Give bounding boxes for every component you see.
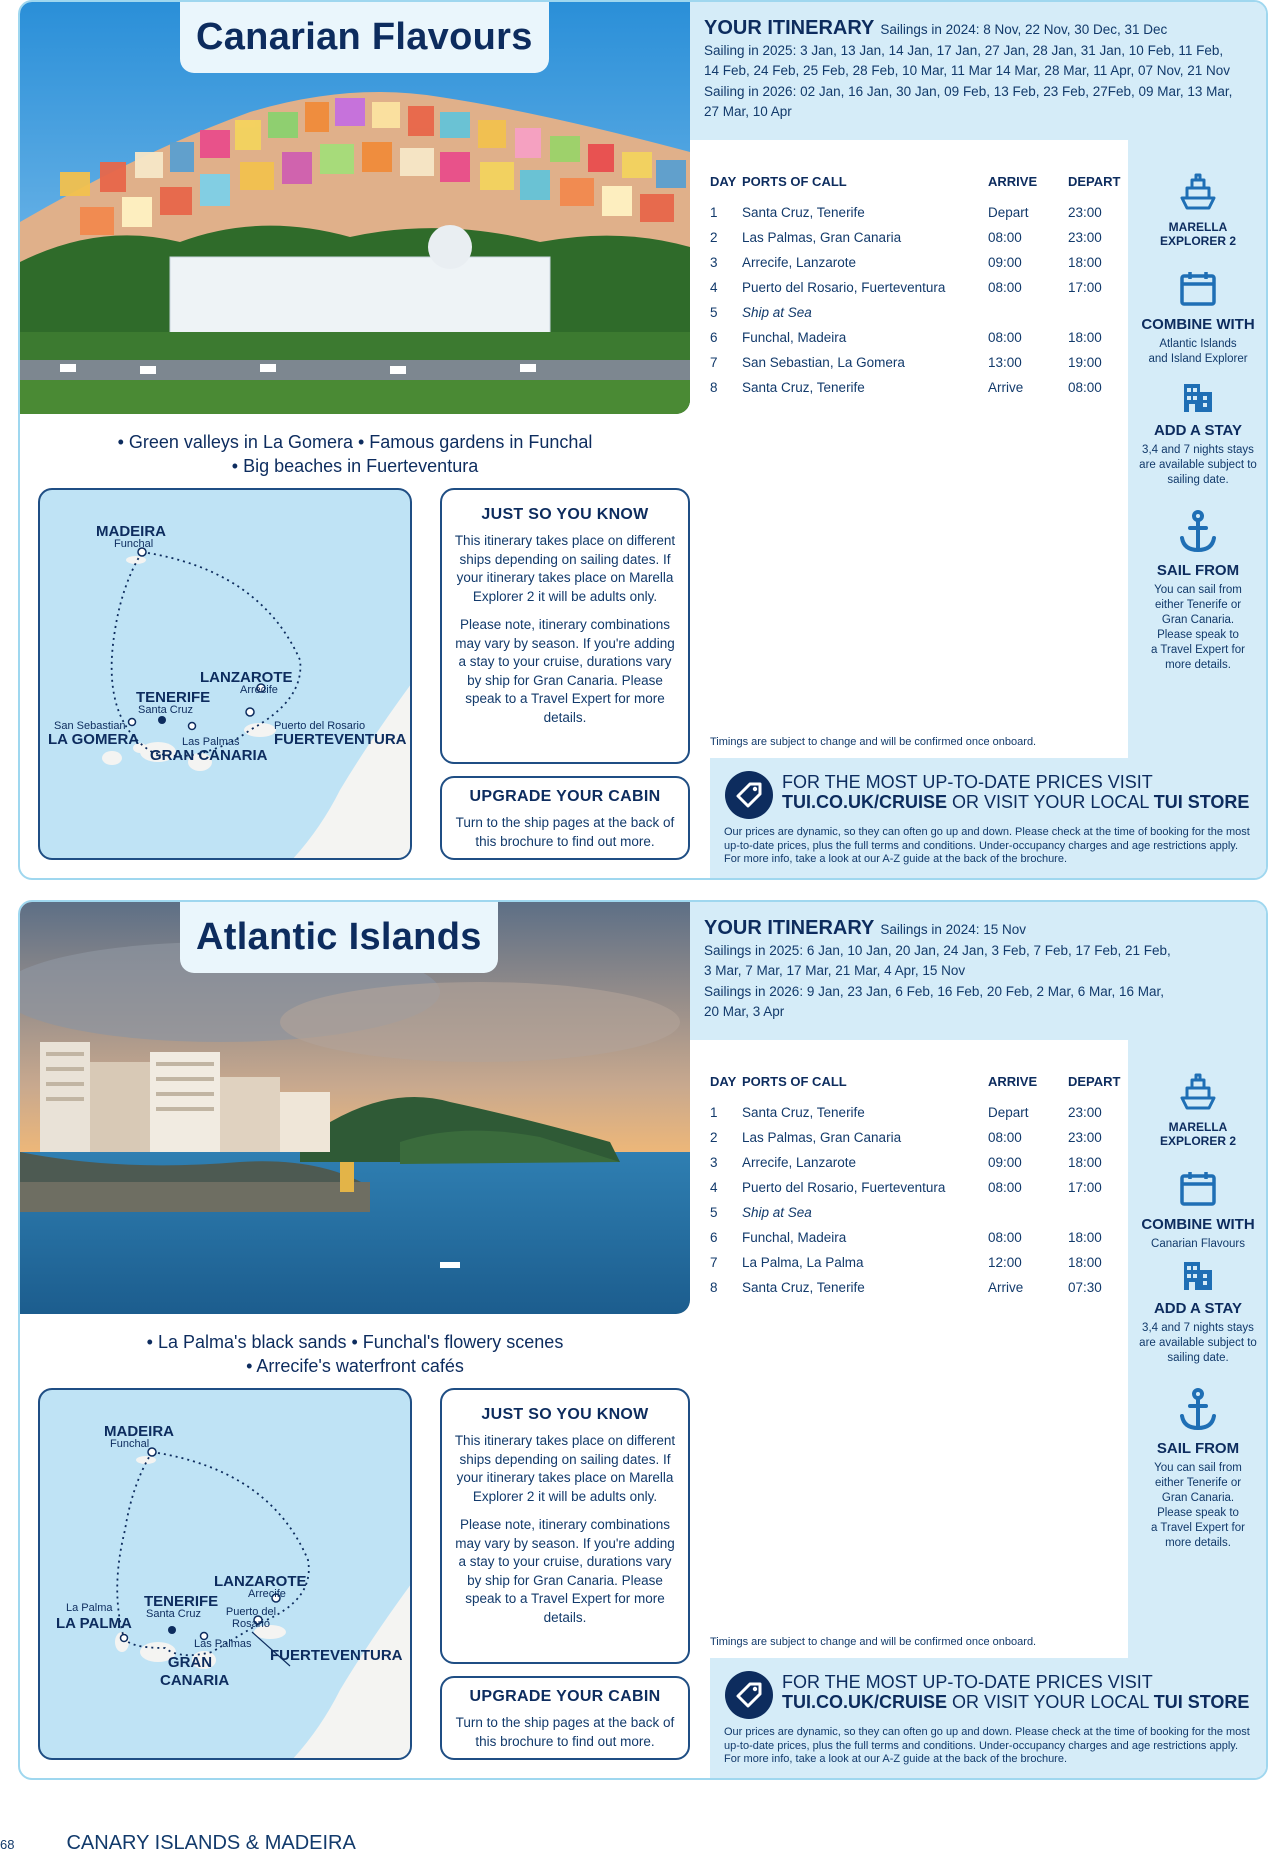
prices-line1: FOR THE MOST UP-TO-DATE PRICES VISIT bbox=[782, 1672, 1153, 1692]
cell-arrive: 08:00 bbox=[988, 1230, 1022, 1245]
header-day: DAY bbox=[710, 174, 737, 189]
cruise-title: Canarian Flavours bbox=[180, 2, 549, 73]
prices-mid: OR VISIT YOUR LOCAL bbox=[947, 792, 1154, 812]
map-label-funchal: Funchal bbox=[114, 538, 154, 550]
table-row bbox=[710, 200, 1130, 225]
stay-title: ADD A STAY bbox=[1153, 422, 1243, 439]
table-row bbox=[710, 1225, 1130, 1250]
map-label-arrecife: Arrecife bbox=[248, 1588, 286, 1600]
combine-line: Canarian Flavours bbox=[1151, 1238, 1245, 1250]
jsyk-paragraph: This itinerary takes place on different ships depending on sailing dates. If your itinerary takes place on Marella Explorer 2 it will be adults only. bbox=[454, 1433, 676, 1504]
cell-arrive: 09:00 bbox=[988, 255, 1022, 270]
sailings-line: 20 Mar, 3 Apr bbox=[704, 1004, 785, 1019]
stay-title: ADD A STAY bbox=[1153, 1300, 1243, 1317]
cell-day: 2 bbox=[710, 1130, 718, 1145]
stay-line: sailing date. bbox=[1167, 474, 1229, 486]
ports-table bbox=[710, 1074, 1130, 1300]
map-label-arrecife: Arrecife bbox=[240, 684, 278, 696]
cruise-card-canarian-flavours bbox=[18, 0, 1268, 880]
cruise-title: Atlantic Islands bbox=[180, 902, 498, 973]
cell-day: 1 bbox=[710, 1105, 718, 1120]
cell-port: Puerto del Rosario, Fuerteventura bbox=[742, 280, 946, 295]
itinerary-header bbox=[690, 902, 1268, 1040]
sailings-line bbox=[704, 18, 1254, 41]
cell-day: 4 bbox=[710, 1180, 718, 1195]
hotel-icon bbox=[1178, 376, 1218, 416]
sail-text bbox=[1128, 583, 1268, 673]
cell-depart: 18:00 bbox=[1068, 1230, 1102, 1245]
table-row bbox=[710, 1275, 1130, 1300]
cell-depart: 17:00 bbox=[1068, 280, 1102, 295]
section-title: CANARY ISLANDS & MADEIRA bbox=[66, 1832, 356, 1854]
sail-line: either Tenerife or bbox=[1154, 599, 1242, 611]
combine-line: and Island Explorer bbox=[1148, 353, 1248, 365]
ship-name: EXPLORER 2 bbox=[1159, 1134, 1237, 1148]
sidebar-combine bbox=[1128, 268, 1268, 367]
page-footer bbox=[0, 1832, 356, 1855]
map-label-santa-cruz: Santa Cruz bbox=[138, 704, 194, 716]
calendar-icon bbox=[1177, 268, 1219, 310]
prices-banner bbox=[710, 758, 1268, 880]
map-label-lanzarote: LANZAROTE bbox=[214, 1573, 307, 1590]
combine-title: COMBINE WITH bbox=[1141, 1216, 1255, 1233]
cell-depart: 23:00 bbox=[1068, 205, 1102, 220]
itinerary-label: YOUR ITINERARY bbox=[704, 917, 875, 939]
prices-banner bbox=[710, 1658, 1268, 1780]
cell-arrive: 08:00 bbox=[988, 230, 1022, 245]
combine-title: COMBINE WITH bbox=[1141, 316, 1255, 333]
table-row bbox=[710, 350, 1130, 375]
ship-name: MARELLA bbox=[1168, 220, 1228, 234]
cell-day: 5 bbox=[710, 1205, 718, 1220]
cell-port: Ship at Sea bbox=[742, 305, 812, 320]
map-label-tenerife: TENERIFE bbox=[144, 1593, 219, 1610]
cell-arrive: Arrive bbox=[988, 1280, 1024, 1295]
upgrade-text: Turn to the ship pages at the back of this brochure to find out more. bbox=[455, 815, 675, 849]
combine-text bbox=[1128, 1237, 1268, 1252]
upgrade-title: UPGRADE YOUR CABIN bbox=[469, 788, 661, 805]
sail-line: a Travel Expert for bbox=[1151, 1522, 1245, 1534]
ports-table-header bbox=[710, 1074, 1130, 1100]
map-label-gran-canaria: GRAN CANARIA bbox=[150, 747, 268, 764]
cell-port: Santa Cruz, Tenerife bbox=[742, 1105, 865, 1120]
cell-depart: 18:00 bbox=[1068, 1255, 1102, 1270]
sidebar-sail-from bbox=[1128, 508, 1268, 673]
page-number: 68 bbox=[0, 1837, 15, 1852]
sailings-text: Sailings in 2024: 15 Nov bbox=[880, 922, 1026, 937]
cell-port: Santa Cruz, Tenerife bbox=[742, 205, 865, 220]
cell-depart: 07:30 bbox=[1068, 1280, 1102, 1295]
jsyk-title: JUST SO YOU KNOW bbox=[481, 506, 649, 523]
cell-port: Funchal, Madeira bbox=[742, 330, 847, 345]
table-row bbox=[710, 300, 1130, 325]
map-label-west-port: San Sebastian bbox=[54, 720, 126, 732]
cell-day: 7 bbox=[710, 355, 718, 370]
sailings-line: 27 Mar, 10 Apr bbox=[704, 104, 792, 119]
sail-line: either Tenerife or bbox=[1154, 1477, 1242, 1489]
sailings-line: Sailings in 2026: 9 Jan, 23 Jan, 6 Feb, 16 Feb, 20 Feb, 2 Mar, 6 Mar, 16 Mar, bbox=[704, 983, 1165, 999]
cell-port: Arrecife, Lanzarote bbox=[742, 1155, 857, 1170]
cell-port: Funchal, Madeira bbox=[742, 1230, 847, 1245]
map-label-fuerteventura: FUERTEVENTURA bbox=[274, 731, 407, 748]
stay-line: sailing date. bbox=[1167, 1352, 1229, 1364]
ship-icon bbox=[1176, 170, 1220, 214]
cell-arrive: 08:00 bbox=[988, 1180, 1022, 1195]
cell-port: La Palma, La Palma bbox=[742, 1255, 864, 1270]
ship-name: EXPLORER 2 bbox=[1159, 234, 1237, 248]
table-row bbox=[710, 325, 1130, 350]
sail-line: a Travel Expert for bbox=[1151, 644, 1245, 656]
sail-title: SAIL FROM bbox=[1156, 1440, 1240, 1457]
just-so-you-know-box bbox=[440, 1388, 690, 1664]
map-label-west-island: LA PALMA bbox=[56, 1615, 132, 1632]
itinerary-header bbox=[690, 2, 1268, 140]
sailings-line: Sailings in 2025: 6 Jan, 10 Jan, 20 Jan, 24 Jan, 3 Feb, 7 Feb, 17 Feb, 21 Feb, bbox=[704, 942, 1171, 958]
info-sidebar bbox=[1128, 140, 1268, 758]
highlight-line: • Arrecife's waterfront cafés bbox=[246, 1356, 464, 1376]
map-label-madeira: MADEIRA bbox=[96, 523, 166, 540]
highlight-line: • Green valleys in La Gomera • Famous gardens in Funchal bbox=[117, 432, 593, 452]
cell-arrive: Arrive bbox=[988, 380, 1024, 395]
cell-arrive: 08:00 bbox=[988, 1130, 1022, 1145]
calendar-icon bbox=[1177, 1168, 1219, 1210]
cell-day: 6 bbox=[710, 330, 718, 345]
map-label-puerto: Puerto del Rosario bbox=[225, 1606, 277, 1630]
header-depart: DEPART bbox=[1068, 1074, 1121, 1089]
cell-depart: 23:00 bbox=[1068, 1130, 1102, 1145]
stay-line: 3,4 and 7 nights stays bbox=[1142, 444, 1254, 456]
sail-line: more details. bbox=[1165, 659, 1231, 671]
cell-arrive: 13:00 bbox=[988, 355, 1022, 370]
cell-day: 4 bbox=[710, 280, 718, 295]
table-row bbox=[710, 1200, 1130, 1225]
prices-site-link[interactable]: TUI.CO.UK/CRUISE bbox=[782, 1692, 948, 1712]
prices-line1: FOR THE MOST UP-TO-DATE PRICES VISIT bbox=[782, 772, 1153, 792]
combine-line: Atlantic Islands bbox=[1159, 338, 1237, 350]
prices-mid: OR VISIT YOUR LOCAL bbox=[947, 1692, 1154, 1712]
sail-line: You can sail from bbox=[1154, 1462, 1242, 1474]
map-label-las-palmas: Las Palmas bbox=[182, 736, 240, 748]
cell-day: 5 bbox=[710, 305, 718, 320]
cell-depart: 23:00 bbox=[1068, 1105, 1102, 1120]
upgrade-cabin-box bbox=[440, 1676, 690, 1760]
ports-table bbox=[710, 174, 1130, 400]
sidebar-combine bbox=[1128, 1168, 1268, 1252]
cell-port: Las Palmas, Gran Canaria bbox=[742, 1130, 902, 1145]
map-label-lanzarote: LANZAROTE bbox=[200, 669, 293, 686]
cell-arrive: 08:00 bbox=[988, 330, 1022, 345]
prices-small-print: Our prices are dynamic, so they can often go up and down. Please check at the time of booking for the most up-to-date prices, plus the full terms and conditions. Under-occupancy charges and age restrictions apply. For more info, take a look at our A-Z guide at the back of the brochure. bbox=[724, 1726, 1250, 1765]
table-row bbox=[710, 250, 1130, 275]
sail-line: more details. bbox=[1165, 1537, 1231, 1549]
upgrade-text: Turn to the ship pages at the back of this brochure to find out more. bbox=[455, 1715, 675, 1749]
stay-text bbox=[1128, 1321, 1268, 1366]
map-label-funchal: Funchal bbox=[110, 1438, 150, 1450]
cell-depart: 17:00 bbox=[1068, 1180, 1102, 1195]
prices-store: TUI STORE bbox=[1153, 792, 1250, 812]
sail-line: Gran Canaria. bbox=[1161, 614, 1235, 626]
sail-line: Please speak to bbox=[1157, 1507, 1239, 1519]
table-row bbox=[710, 275, 1130, 300]
header-ports: PORTS OF CALL bbox=[742, 1074, 847, 1089]
sailings-line: Sailing in 2025: 3 Jan, 13 Jan, 14 Jan, 17 Jan, 27 Jan, 28 Jan, 31 Jan, 10 Feb, 11 Feb, bbox=[704, 42, 1224, 58]
sidebar-ship bbox=[1128, 1070, 1268, 1148]
map-label-west-port: La Palma bbox=[66, 1602, 113, 1614]
cell-day: 7 bbox=[710, 1255, 718, 1270]
header-day: DAY bbox=[710, 1074, 737, 1089]
price-tag-icon bbox=[724, 770, 774, 820]
cell-port: Las Palmas, Gran Canaria bbox=[742, 230, 902, 245]
sidebar-sail-from bbox=[1128, 1386, 1268, 1551]
prices-headline bbox=[782, 772, 1249, 812]
sail-line: Gran Canaria. bbox=[1161, 1492, 1235, 1504]
cell-depart: 08:00 bbox=[1068, 380, 1102, 395]
cell-day: 8 bbox=[710, 1280, 718, 1295]
stay-line: are available subject to bbox=[1139, 459, 1257, 471]
just-so-you-know-box bbox=[440, 488, 690, 764]
table-row bbox=[710, 1150, 1130, 1175]
cell-port: Santa Cruz, Tenerife bbox=[742, 1280, 865, 1295]
prices-line2 bbox=[782, 792, 1249, 812]
cell-port: Ship at Sea bbox=[742, 1205, 812, 1220]
info-sidebar bbox=[1128, 1040, 1268, 1658]
cell-arrive: Depart bbox=[988, 205, 1029, 220]
price-tag-icon bbox=[724, 1670, 774, 1720]
highlights bbox=[20, 1330, 690, 1378]
stay-line: 3,4 and 7 nights stays bbox=[1142, 1322, 1254, 1334]
sail-title: SAIL FROM bbox=[1156, 562, 1240, 579]
table-row bbox=[710, 225, 1130, 250]
cell-depart: 18:00 bbox=[1068, 330, 1102, 345]
anchor-icon bbox=[1174, 1386, 1222, 1434]
sail-text bbox=[1128, 1461, 1268, 1551]
table-row bbox=[710, 1250, 1130, 1275]
map-label-tenerife: TENERIFE bbox=[136, 689, 211, 706]
cell-day: 8 bbox=[710, 380, 718, 395]
prices-store: TUI STORE bbox=[1153, 1692, 1250, 1712]
sail-line: Please speak to bbox=[1157, 629, 1239, 641]
table-row bbox=[710, 1175, 1130, 1200]
itinerary-label: YOUR ITINERARY bbox=[704, 17, 875, 39]
header-depart: DEPART bbox=[1068, 174, 1121, 189]
table-row bbox=[710, 1125, 1130, 1150]
cell-arrive: Depart bbox=[988, 1105, 1029, 1120]
cell-depart: 18:00 bbox=[1068, 255, 1102, 270]
ship-icon bbox=[1176, 1070, 1220, 1114]
prices-line2 bbox=[782, 1692, 1249, 1712]
jsyk-paragraph: This itinerary takes place on different ships depending on sailing dates. If your itinerary takes place on Marella Explorer 2 it will be adults only. bbox=[454, 533, 676, 604]
prices-small-print: Our prices are dynamic, so they can often go up and down. Please check at the time of booking for the most up-to-date prices, plus the full terms and conditions. Under-occupancy charges and age restrictions apply. For more info, take a look at our A-Z guide at the back of the brochure. bbox=[724, 826, 1250, 865]
prices-site-link[interactable]: TUI.CO.UK/CRUISE bbox=[782, 792, 948, 812]
sailings-line: 14 Feb, 24 Feb, 25 Feb, 28 Feb, 10 Mar, 11 Mar 14 Mar, 28 Mar, 11 Apr, 07 Nov, 21 Nov bbox=[704, 63, 1231, 78]
stay-line: are available subject to bbox=[1139, 1337, 1257, 1349]
timings-note: Timings are subject to change and will be confirmed once onboard. bbox=[710, 1636, 1037, 1648]
sailings-line bbox=[704, 918, 1254, 941]
ship-name: MARELLA bbox=[1168, 1120, 1228, 1134]
anchor-icon bbox=[1174, 508, 1222, 556]
cell-port: Santa Cruz, Tenerife bbox=[742, 380, 865, 395]
combine-text bbox=[1128, 337, 1268, 367]
map-label-gran-canaria: GRAN CANARIA bbox=[160, 1654, 230, 1689]
upgrade-title: UPGRADE YOUR CABIN bbox=[469, 1688, 661, 1705]
highlight-line: • Big beaches in Fuerteventura bbox=[231, 456, 479, 476]
sidebar-ship bbox=[1128, 170, 1268, 248]
map-label-madeira: MADEIRA bbox=[104, 1423, 174, 1440]
timings-note: Timings are subject to change and will be confirmed once onboard. bbox=[710, 736, 1037, 748]
map-label-puerto: Puerto del Rosario bbox=[274, 720, 366, 732]
ports-table-header bbox=[710, 174, 1130, 200]
upgrade-cabin-box bbox=[440, 776, 690, 860]
stay-text bbox=[1128, 443, 1268, 488]
jsyk-paragraph: Please note, itinerary combinations may vary by season. If you're adding a stay to your cruise, durations vary by ship for Gran Canaria. Please speak to a Travel Expert for more details. bbox=[455, 617, 675, 725]
cell-day: 3 bbox=[710, 1155, 718, 1170]
map-label-west-island: LA GOMERA bbox=[48, 731, 140, 748]
cell-arrive: 09:00 bbox=[988, 1155, 1022, 1170]
cell-depart: 19:00 bbox=[1068, 355, 1102, 370]
sailings-text: Sailings in 2024: 8 Nov, 22 Nov, 30 Dec, 31 Dec bbox=[880, 22, 1168, 37]
header-ports: PORTS OF CALL bbox=[742, 174, 847, 189]
cell-day: 2 bbox=[710, 230, 718, 245]
map-label-santa-cruz: Santa Cruz bbox=[146, 1608, 202, 1620]
cruise-card-atlantic-islands bbox=[18, 900, 1268, 1780]
highlights bbox=[20, 430, 690, 478]
header-arrive: ARRIVE bbox=[988, 174, 1038, 189]
highlight-line: • La Palma's black sands • Funchal's flowery scenes bbox=[146, 1332, 564, 1352]
cell-arrive: 12:00 bbox=[988, 1255, 1022, 1270]
table-row bbox=[710, 375, 1130, 400]
cell-port: San Sebastian, La Gomera bbox=[742, 355, 905, 370]
table-row bbox=[710, 1100, 1130, 1125]
cell-day: 6 bbox=[710, 1230, 718, 1245]
header-arrive: ARRIVE bbox=[988, 1074, 1038, 1089]
sidebar-add-stay bbox=[1128, 376, 1268, 488]
sailings-line: 3 Mar, 7 Mar, 17 Mar, 21 Mar, 4 Apr, 15 Nov bbox=[704, 963, 966, 978]
cell-depart: 18:00 bbox=[1068, 1155, 1102, 1170]
cell-depart: 23:00 bbox=[1068, 230, 1102, 245]
sidebar-add-stay bbox=[1128, 1254, 1268, 1366]
sailings-line: Sailing in 2026: 02 Jan, 16 Jan, 30 Jan, 09 Feb, 13 Feb, 23 Feb, 27Feb, 09 Mar, 13 Mar, bbox=[704, 83, 1233, 99]
jsyk-title: JUST SO YOU KNOW bbox=[481, 1406, 649, 1423]
jsyk-paragraph: Please note, itinerary combinations may vary by season. If you're adding a stay to your cruise, durations vary by ship for Gran Canaria. Please speak to a Travel Expert for more details. bbox=[455, 1517, 675, 1625]
cell-port: Puerto del Rosario, Fuerteventura bbox=[742, 1180, 946, 1195]
map-label-las-palmas: Las Palmas bbox=[194, 1638, 252, 1650]
cell-day: 1 bbox=[710, 205, 718, 220]
hotel-icon bbox=[1178, 1254, 1218, 1294]
cell-port: Arrecife, Lanzarote bbox=[742, 255, 857, 270]
route-map bbox=[38, 1388, 412, 1760]
cell-day: 3 bbox=[710, 255, 718, 270]
route-map bbox=[38, 488, 412, 860]
sail-line: You can sail from bbox=[1154, 584, 1242, 596]
map-label-fuerteventura: FUERTEVENTURA bbox=[270, 1647, 403, 1664]
prices-headline bbox=[782, 1672, 1249, 1712]
cell-arrive: 08:00 bbox=[988, 280, 1022, 295]
